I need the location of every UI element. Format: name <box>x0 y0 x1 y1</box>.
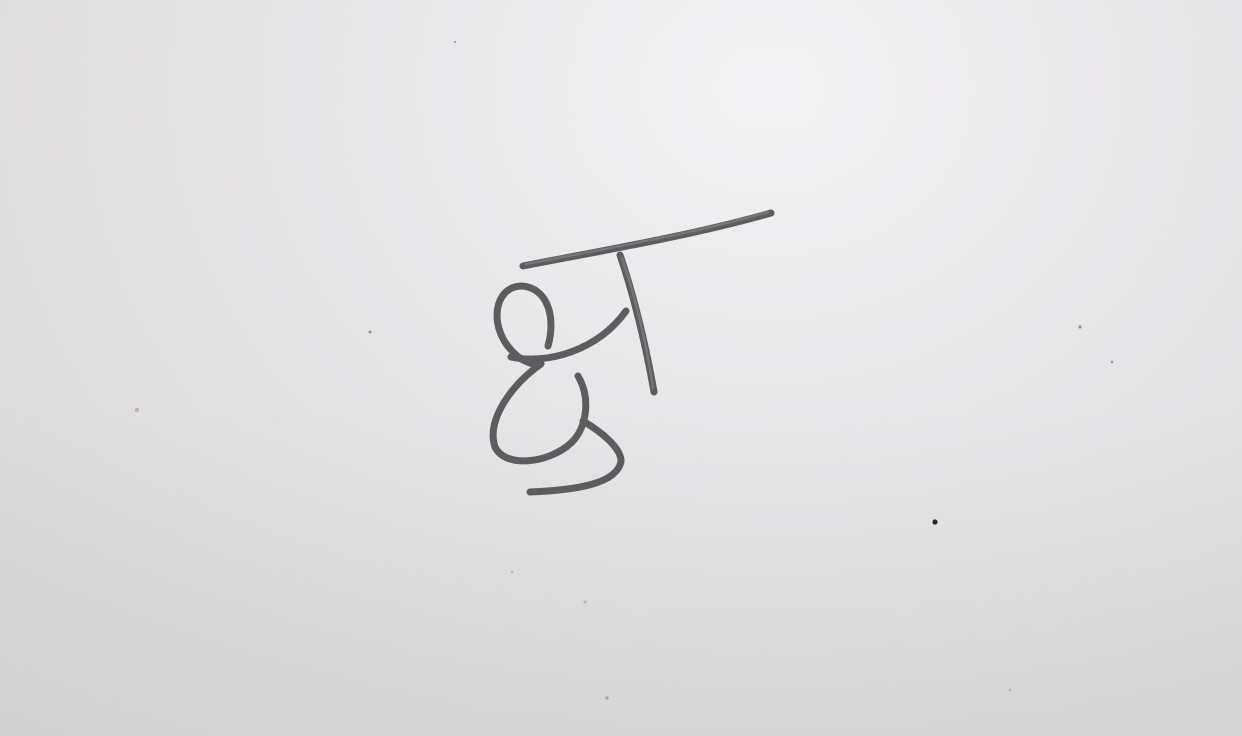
glyph-lower-loop-stroke <box>493 364 586 461</box>
glyph-upper-loop-stroke <box>497 286 551 364</box>
glyph-stem-stroke <box>620 255 654 392</box>
glyph-crossing-stroke <box>511 311 626 359</box>
